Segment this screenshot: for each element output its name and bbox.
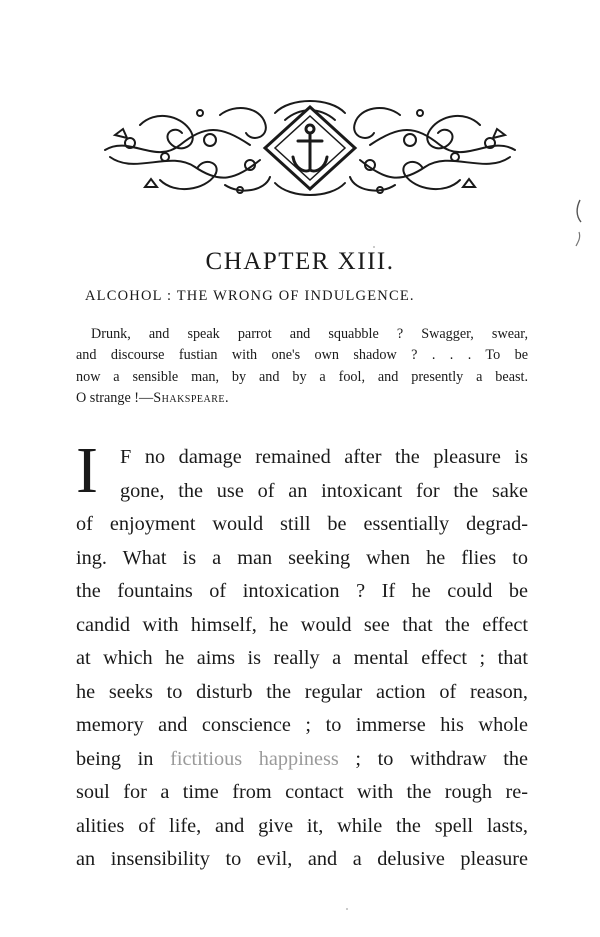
headpiece-ornament bbox=[100, 95, 520, 200]
body-line: F no damage remained after the pleasure is bbox=[120, 446, 528, 468]
body-line: alities of life, and give it, while the spell lasts, bbox=[76, 814, 528, 837]
body-line-faded bbox=[76, 743, 528, 777]
body-line-end: ; to withdraw the bbox=[338, 747, 528, 770]
body-line: memory and conscience ; to immerse his whole bbox=[76, 714, 528, 736]
drop-cap: I bbox=[76, 434, 98, 507]
body-line: at which he aims is really a mental effect ; that bbox=[76, 647, 528, 669]
body-line: soul for a time from contact with the rough re- bbox=[76, 781, 528, 803]
body-line: candid with himself, he would see that the effect bbox=[76, 613, 528, 636]
faded-text: fictitious happiness bbox=[170, 747, 339, 770]
body-line-start: being in bbox=[76, 747, 171, 770]
body-text bbox=[76, 441, 528, 877]
epigraph-line: Drunk, and speak parrot and squabble ? Swagger, swear, bbox=[91, 326, 528, 342]
page-speck bbox=[346, 908, 348, 910]
body-line: the fountains of intoxication ? If he could be bbox=[76, 580, 528, 602]
epigraph-author: Shakspeare. bbox=[153, 389, 230, 406]
body-line: ing. What is a man seeking when he flies to bbox=[76, 546, 528, 569]
body-line: gone, the use of an intoxicant for the sake bbox=[120, 479, 528, 502]
epigraph-line: now a sensible man, by and by a fool, and presently a beast. bbox=[76, 368, 528, 385]
chapter-subtitle: ALCOHOL : THE WRONG OF INDULGENCE. bbox=[85, 288, 415, 304]
anchor-icon bbox=[265, 107, 355, 189]
body-line: an insensibility to evil, and a delusive pleasure bbox=[76, 848, 528, 870]
margin-pencil-mark bbox=[572, 198, 588, 248]
body-line: he seeks to disturb the regular action of reason, bbox=[76, 680, 528, 703]
body-line: of enjoyment would still be essentially degrad- bbox=[76, 513, 528, 535]
chapter-title: CHAPTER XIII. bbox=[205, 248, 395, 275]
epigraph-attribution-line bbox=[76, 388, 528, 409]
epigraph bbox=[76, 324, 528, 409]
epigraph-line: O strange !— bbox=[76, 389, 154, 406]
epigraph-line: and discourse fustian with one's own shadow ? . . . To be bbox=[76, 347, 528, 364]
